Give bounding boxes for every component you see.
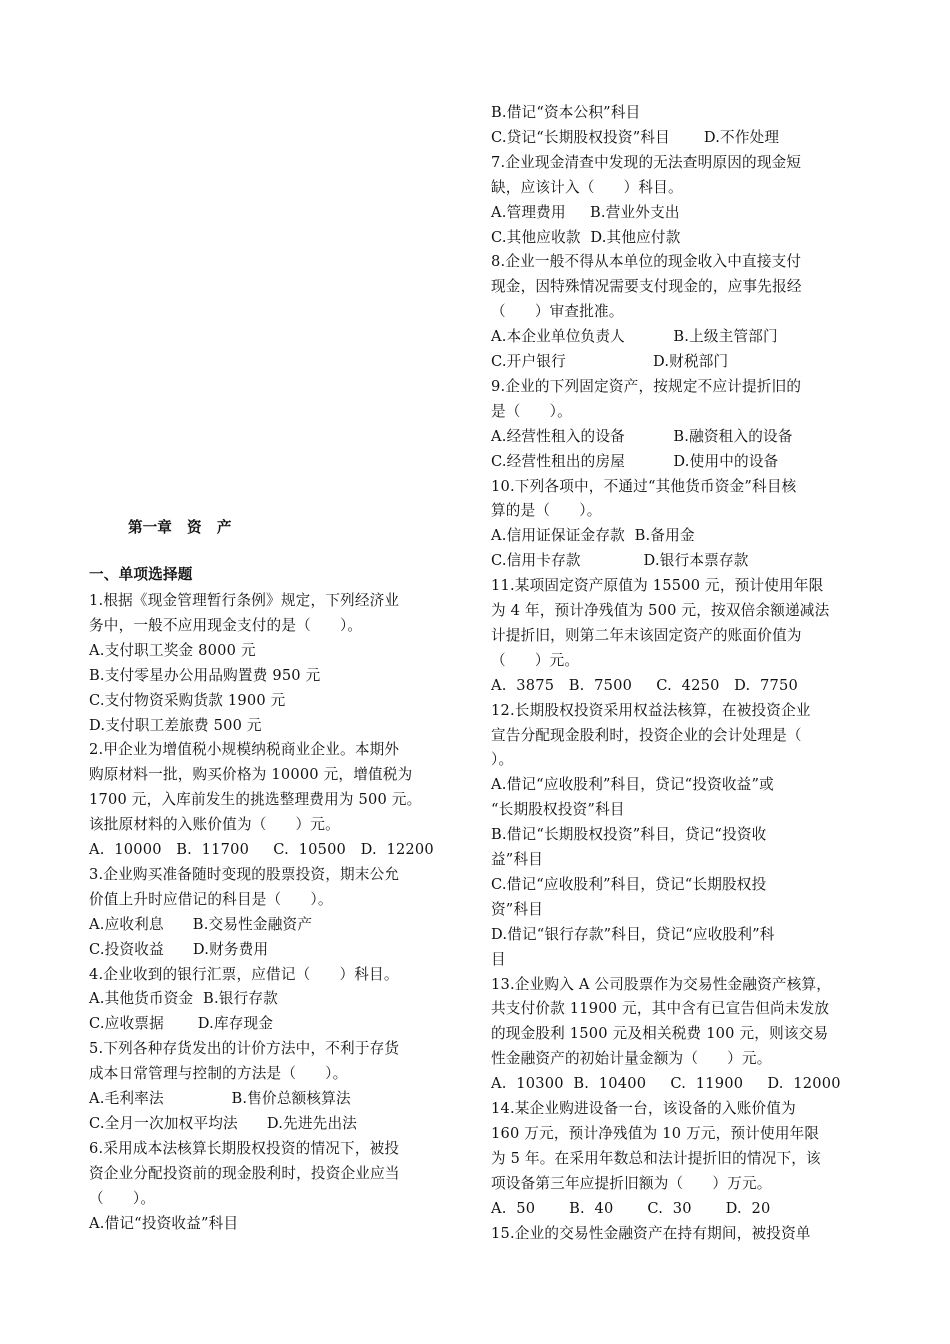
question-line: C.开户银行 D.财税部门 — [491, 353, 729, 370]
question-line: 现金，因特殊情况需要支付现金的，应事先报经 — [491, 278, 802, 296]
question-line: A.毛利率法 B.售价总额核算法 — [89, 1090, 351, 1107]
question-line: 1700 元，入库前发生的挑选整理费用为 500 元。 — [89, 791, 422, 809]
question-line: 价值上升时应借记的科目是（ ）。 — [89, 890, 333, 908]
question-line: ）。 — [491, 751, 514, 769]
question-line: 7.企业现金清查中发现的无法查明原因的现金短 — [491, 153, 802, 171]
question-line: 4.企业收到的银行汇票，应借记（ ）科目。 — [89, 965, 399, 983]
question-line: D.支付职工差旅费 500 元 — [89, 716, 262, 734]
question-line: 是（ ）。 — [491, 402, 572, 420]
question-line: 的现金股利 1500 元及相关税费 100 元，则该交易 — [491, 1025, 829, 1043]
question-line: A. 50 B. 40 C. 30 D. 20 — [491, 1199, 771, 1217]
question-line: 6.采用成本法核算长期股权投资的情况下，被投 — [89, 1139, 400, 1157]
question-line: C.信用卡存款 D.银行本票存款 — [491, 552, 749, 570]
question-line: C.应收票据 D.库存现金 — [89, 1015, 274, 1033]
question-line: 11.某项固定资产原值为 15500 元，预计使用年限 — [491, 577, 824, 595]
question-line: 该批原材料的入账价值为（ ）元。 — [89, 816, 340, 834]
chapter-title: 第一章 资 产 — [128, 519, 232, 536]
question-line: 为 5 年。在采用年数总和法计提折旧的情况下，该 — [491, 1149, 821, 1167]
question-line: 计提折旧，则第二年末该固定资产的账面价值为 — [491, 626, 802, 644]
question-line: 缺，应该计入（ ）科目。 — [491, 178, 683, 196]
question-line: （ ）元。 — [491, 651, 580, 669]
question-line: 14.某企业购进设备一台，该设备的入账价值为 — [491, 1100, 796, 1117]
question-line: 10.下列各项中，不通过“其他货币资金”科目核 — [491, 477, 797, 495]
question-line: A. 3875 B. 7500 C. 4250 D. 7750 — [491, 676, 798, 694]
question-line: 购原材料一批，购买价格为 10000 元，增值税为 — [89, 766, 413, 784]
question-line: 目 — [491, 950, 506, 968]
question-line: （ ）。 — [89, 1189, 156, 1207]
question-line: “长期股权投资”科目 — [491, 801, 625, 819]
question-line: 为 4 年，预计净残值为 500 元，按双倍余额递减法 — [491, 602, 830, 619]
question-line: A.本企业单位负责人 B.上级主管部门 — [491, 328, 778, 346]
question-line: A.管理费用 B.营业外支出 — [491, 203, 680, 221]
question-line: 160 万元，预计净残值为 10 万元，预计使用年限 — [491, 1124, 820, 1142]
question-line: A.支付职工奖金 8000 元 — [89, 641, 256, 659]
question-line: C.全月一次加权平均法 D.先进先出法 — [89, 1114, 358, 1132]
question-line: 资企业分配投资前的现金股利时，投资企业应当 — [89, 1164, 400, 1182]
question-line: A.信用证保证金存款 B.备用金 — [491, 527, 695, 545]
section-title: 一、单项选择题 — [89, 566, 193, 583]
question-line: 1.根据《现金管理暂行条例》规定，下列经济业 — [89, 592, 400, 609]
question-line: B.借记“长期股权投资”科目，贷记“投资收 — [491, 826, 767, 844]
question-line: A. 10000 B. 11700 C. 10500 D. 12200 — [89, 841, 434, 858]
question-line: A.其他货币资金 B.银行存款 — [89, 990, 278, 1008]
question-line: 务中，一般不应用现金支付的是（ ）。 — [89, 616, 363, 634]
question-line: 3.企业购买准备随时变现的股票投资，期末公允 — [89, 865, 400, 883]
question-line: A.经营性租入的设备 B.融资租入的设备 — [491, 427, 793, 445]
question-line: 2.甲企业为增值税小规模纳税商业企业。本期外 — [89, 741, 400, 759]
question-line: 15.企业的交易性金融资产在持有期间，被投资单 — [491, 1224, 811, 1242]
question-line: 8.企业一般不得从本单位的现金收入中直接支付 — [491, 253, 802, 271]
question-line: C.借记“应收股利”科目，贷记“长期股权投 — [491, 875, 767, 893]
question-line: C.贷记“长期股权投资”科目 D.不作处理 — [491, 128, 780, 146]
question-line: 益”科目 — [491, 851, 544, 868]
question-line: 12.长期股权投资采用权益法核算，在被投资企业 — [491, 701, 811, 719]
question-line: 13.企业购入 A 公司股票作为交易性金融资产核算， — [491, 975, 832, 993]
question-line: 资”科目 — [491, 900, 544, 918]
question-line: D.借记“银行存款”科目，贷记“应收股利”科 — [491, 925, 775, 943]
question-line: 性金融资产的初始计量金额为（ ）元。 — [491, 1050, 772, 1068]
question-line: A.借记“投资收益”科目 — [89, 1214, 239, 1232]
question-line: 9.企业的下列固定资产，按规定不应计提折旧的 — [491, 377, 802, 395]
question-line: 项设备第三年应提折旧额为（ ）万元。 — [491, 1174, 772, 1192]
question-line: 成本日常管理与控制的方法是（ ）。 — [89, 1065, 348, 1083]
question-line: 算的是（ ）。 — [491, 502, 602, 520]
question-line: C.投资收益 D.财务费用 — [89, 940, 269, 958]
question-line: A. 10300 B. 10400 C. 11900 D. 12000 — [491, 1075, 841, 1093]
question-line: 共支付价款 11900 元，其中含有已宣告但尚未发放 — [491, 1000, 830, 1018]
question-line: A.借记“应收股利”科目，贷记“投资收益”或 — [491, 776, 774, 794]
question-line: C.其他应收款 D.其他应付款 — [491, 228, 681, 246]
question-line: B.借记“资本公积”科目 — [491, 104, 641, 121]
question-line: （ ）审查批准。 — [491, 303, 624, 321]
question-line: A.应收利息 B.交易性金融资产 — [89, 915, 313, 933]
question-line: B.支付零星办公用品购置费 950 元 — [89, 666, 321, 684]
question-line: 5.下列各种存货发出的计价方法中，不利于存货 — [89, 1040, 400, 1058]
question-line: 宣告分配现金股利时，投资企业的会计处理是（ — [491, 726, 802, 744]
question-line: C.支付物资采购货款 1900 元 — [89, 691, 286, 709]
question-line: C.经营性租出的房屋 D.使用中的设备 — [491, 452, 779, 470]
